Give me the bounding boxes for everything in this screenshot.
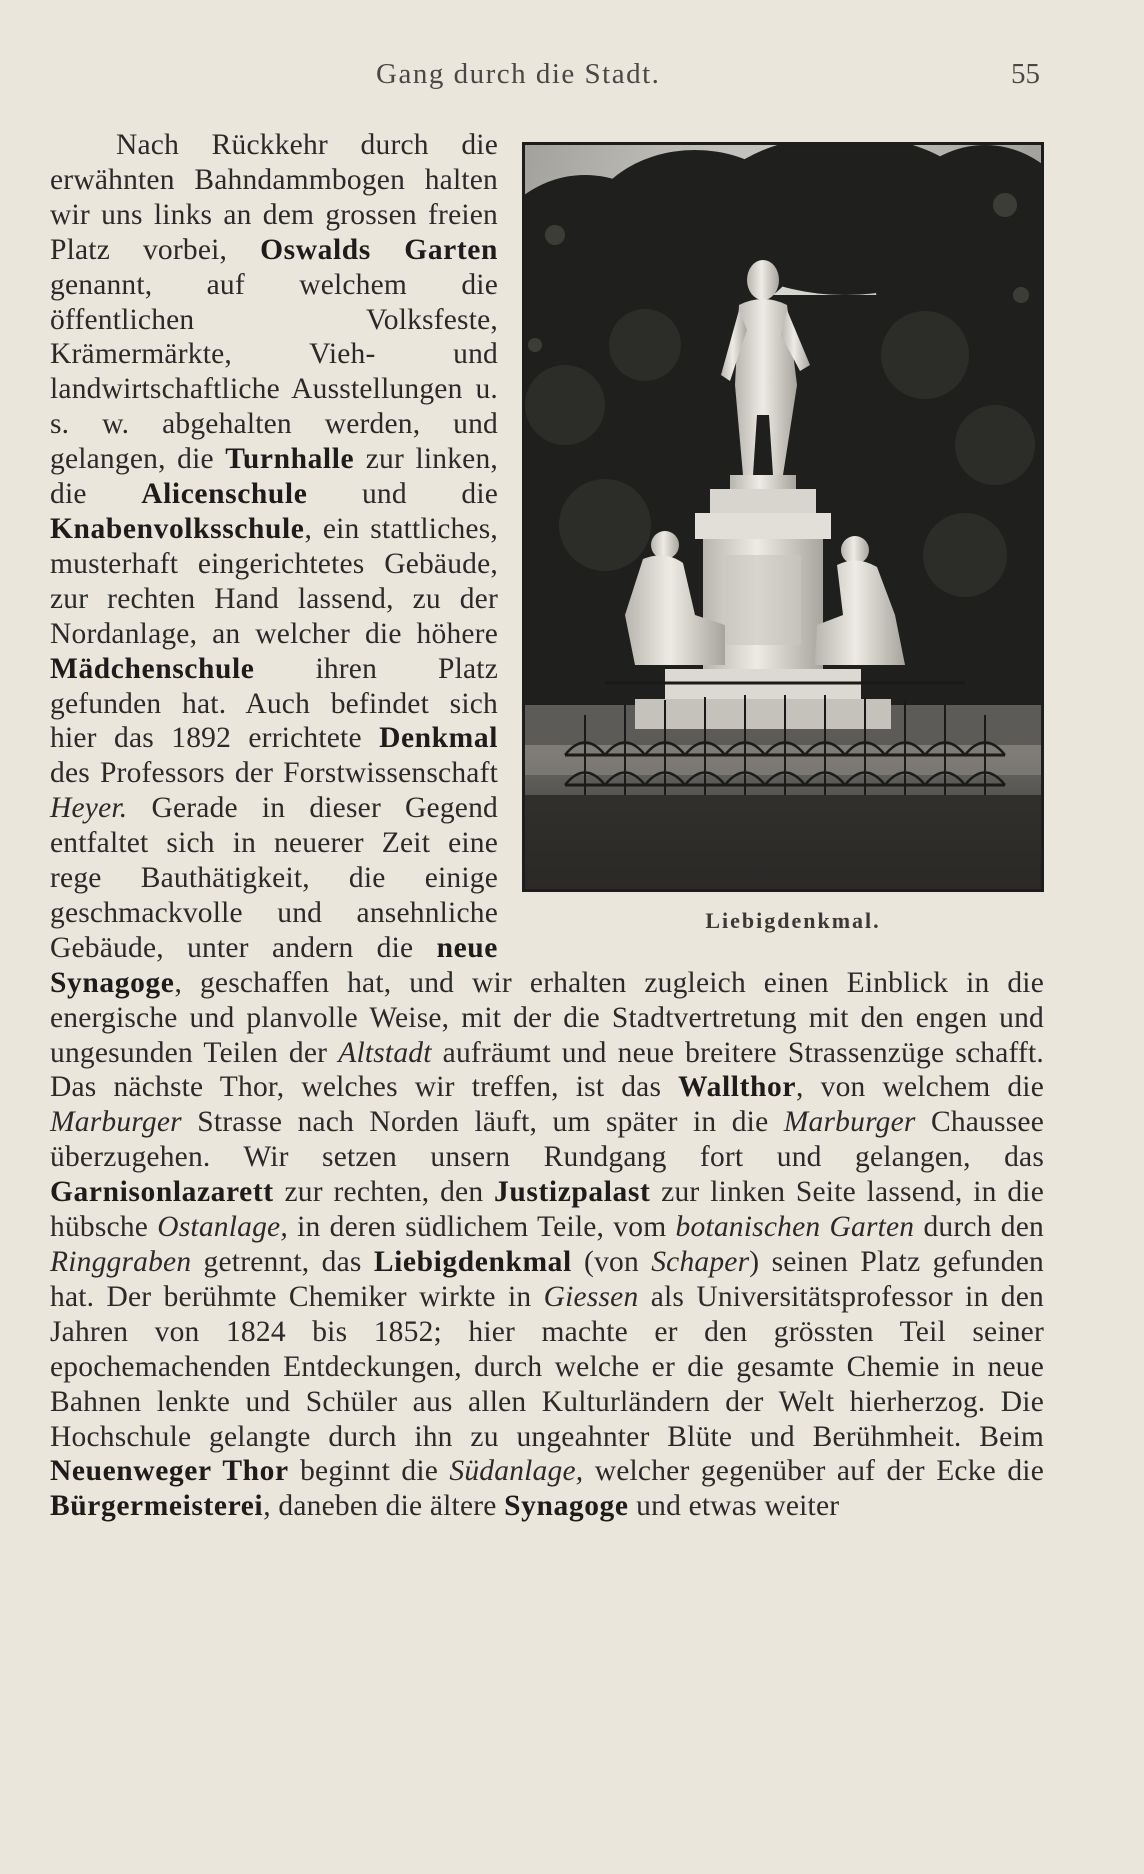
text-run: als Universitätsprofessor in den Jahren von 1824 bis 1852; hier machte er den grössten Teil seiner epochemachenden Entdeckungen, durch welche er die gesamte Chemie in neue Bahnen lenkte und Schüler aus allen Kulturländern der Welt hierherzog. Die Hochschule gelangte durch ihn zu ungeahnter Blüte und Berühmheit. Beim [50, 1280, 1044, 1453]
emphasis-justizpalast: Justizpalast [494, 1176, 651, 1209]
emphasis-maedchenschule: Mädchenschule [50, 652, 255, 685]
monument-photo-illustration [525, 145, 1041, 889]
emphasis-wallthor: Wallthor [678, 1071, 797, 1104]
text-run: durch den [914, 1211, 1044, 1244]
text-run: , von welchem die [796, 1071, 1044, 1104]
emphasis-liebigdenkmal: Liebigdenkmal [373, 1246, 572, 1278]
text-run: , ein stattliches, musterhaft eingerichtetes Gebäude, zur rechten Hand lassend, zu der Nordanlage, an welcher die höhere [50, 512, 498, 650]
figure-liebigdenkmal [522, 142, 1044, 939]
emphasis-buergermeisterei: Bürgermeisterei [50, 1490, 264, 1523]
text-run: Chaussee überzugehen. Wir setzen unsern Rundgang fort und gelangen, das [50, 1106, 1044, 1174]
body-text [50, 128, 1044, 1524]
text-run: und etwas weiter [628, 1490, 840, 1523]
text-run: genannt, auf welchem die öffentlichen Volksfeste, Krämermärkte, Vieh- und landwirtschaftliche Ausstellungen u. s. w. abgehalten werden, und gelangen, die [50, 268, 498, 476]
text-run: aufräumt und neue breitere Strassenzüge schafft. Das nächste Thor, welches wir treffen, ist das [50, 1036, 1044, 1104]
text-run: und die [307, 478, 499, 511]
text-run: , daneben die ältere [263, 1490, 505, 1523]
emphasis-alicenschule: Alicenschule [141, 478, 308, 511]
text-run: , geschaffen hat, und wir erhalten zugleich einen Einblick in die energische und planvolle Weise, mit der die Stadtvertretung mit den engen und ungesunden Teilen der [50, 966, 1044, 1069]
text-run: Strasse nach Norden läuft, um später in die [181, 1106, 784, 1139]
italic-marburger: Marburger [783, 1106, 916, 1139]
italic-heyer: Heyer. [50, 792, 128, 825]
italic-schaper: Schaper [651, 1246, 750, 1278]
text-run: (von [571, 1246, 652, 1278]
photo-liebig-monument [522, 142, 1044, 892]
emphasis-oswalds-garten: Oswalds Garten [260, 233, 498, 266]
italic-altstadt: Altstadt [338, 1036, 432, 1069]
emphasis-turnhalle: Turnhalle [225, 443, 355, 476]
italic-suedanlage: Südanlage, [449, 1455, 584, 1488]
text-run: zur linken Seite lassend, in die hübsche [50, 1176, 1044, 1244]
text-run: in deren südlichem Teile, vom [287, 1211, 676, 1244]
text-run: welcher gegenüber auf der Ecke die [583, 1455, 1045, 1488]
text-run: ihren Platz gefunden hat. Auch befindet sich hier das 1892 errichtete [50, 652, 498, 755]
text-run: beginnt die [288, 1455, 450, 1488]
text-run: getrennt, das [191, 1246, 374, 1278]
running-title: Gang durch die Stadt. [376, 58, 661, 90]
emphasis-neuenweger-thor: Neuenweger Thor [50, 1455, 289, 1488]
text-run: zur linken, die [50, 443, 498, 511]
italic-ringgraben: Ringgraben [50, 1246, 192, 1278]
emphasis-synagoge: Synagoge [504, 1490, 629, 1523]
emphasis-neue-synagoge: neue Synagoge [50, 931, 498, 999]
text-run: Nach Rückkehr durch die erwähnten Bahndammbogen halten wir uns links an dem grossen freien Platz vorbei, [50, 129, 498, 266]
italic-ostanlage: Ostanlage, [157, 1211, 288, 1244]
italic-botanischen-garten: botanischen Garten [675, 1211, 915, 1244]
page-header [0, 58, 1144, 102]
text-run: Gerade in dieser Gegend entfaltet sich in neuerer Zeit eine rege Bauthätigkeit, die einige geschmackvolle und ansehnliche Gebäude, unter andern die [50, 792, 498, 964]
text-run: ) seinen Platz gefunden hat. Der berühmte Chemiker wirkte in [50, 1246, 1044, 1313]
emphasis-denkmal: Denkmal [379, 722, 498, 755]
figure-caption: Liebigdenkmal. [705, 908, 881, 933]
emphasis-knabenvolksschule: Knabenvolksschule [50, 512, 305, 545]
emphasis-garnisonlazarett: Garnisonlazarett [50, 1176, 274, 1209]
text-run: des Professors der Forstwissenschaft [50, 757, 498, 790]
italic-marburger: Marburger [50, 1106, 182, 1139]
italic-giessen: Giessen [543, 1280, 639, 1313]
page-number: 55 [1011, 58, 1040, 90]
text-run: zur rechten, den [273, 1176, 495, 1209]
